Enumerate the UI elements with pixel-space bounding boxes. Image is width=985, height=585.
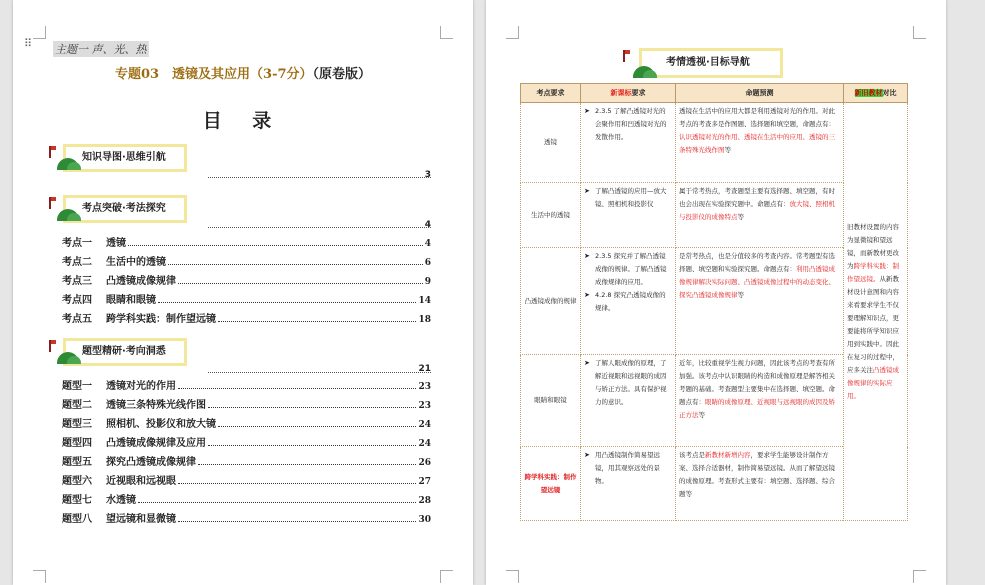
column-header xyxy=(844,84,908,103)
arrow-bullet-icon: ➤ xyxy=(584,252,590,260)
document-page-right xyxy=(486,0,946,585)
prediction-cell[interactable] xyxy=(676,447,844,521)
crop-mark xyxy=(33,570,46,583)
arrow-bullet-icon: ➤ xyxy=(584,359,590,367)
toc-page-number: 28 xyxy=(418,496,431,506)
prediction-text: ，要求学生能够设计制作方案、选择合适器材，制作简易望远镜。从而了解望远镜的成像原理。考查形式主要有：填空题、选择题、综合题等 xyxy=(679,451,835,498)
toc-leader xyxy=(208,445,416,446)
toc-row-tixing-1[interactable] xyxy=(62,378,431,392)
toc-leader xyxy=(178,483,416,484)
prediction-text: 等 xyxy=(737,291,744,299)
toc-label: 题型二 xyxy=(62,400,92,411)
toc-leader xyxy=(138,502,416,503)
flag-icon xyxy=(49,340,51,352)
toc-page-number: 27 xyxy=(418,477,431,487)
toc-row-tixing-2[interactable] xyxy=(62,397,431,411)
exam-point-cell[interactable]: 眼睛和眼镜 xyxy=(521,355,581,447)
prediction-text: 近年，比较重视学生视力问题，因此该考点的考查有所加强。该考点中认识眼睛的构造和成像原理是解答相关考题的基础。考查题型主要集中在选择题、填空题。命题点有： xyxy=(679,359,835,406)
toc-label: 考点四 xyxy=(62,295,92,306)
prediction-text: 属于常考热点，考查题型主要有选择题、填空题，有时也会出现在实验探究题中。命题点有： xyxy=(679,187,835,208)
toc-page-number: 18 xyxy=(418,315,431,325)
requirement-text: 4.2.8 探究凸透镜成像的规律。 xyxy=(595,291,666,312)
requirement-cell[interactable] xyxy=(581,447,676,521)
toc-entry-title: 照相机、投影仪和放大镜 xyxy=(106,419,216,430)
prediction-text: 该考点是 xyxy=(679,451,705,459)
compare-text: 从新教材设计意图和内容来看要求学生不仅要理解知识点，更要能将所学知识应用到实践中。因此在复习的过程中，应多关注 xyxy=(847,274,899,374)
prediction-red-text: 放大镜、照相机与投影仪的成像特点 xyxy=(679,200,835,221)
arrow-bullet-icon: ➤ xyxy=(584,187,590,195)
crop-mark xyxy=(33,26,46,39)
toc-row-tixing-7[interactable] xyxy=(62,492,431,506)
arrow-bullet-icon: ➤ xyxy=(584,107,590,115)
toc-leader xyxy=(168,264,423,265)
toc-entry-title: 凸透镜成像规律 xyxy=(106,276,176,287)
arrow-bullet-icon: ➤ xyxy=(584,451,590,459)
requirement-text: 了解人眼成像的原理，了解近视眼和远视眼的成因与矫正方法。具有保护视力的意识。 xyxy=(595,359,667,406)
special-title-main: 专题03 透镜及其应用（3-7分） xyxy=(114,67,313,82)
toc-row-kaodian-5[interactable] xyxy=(62,311,431,325)
flag-icon xyxy=(49,146,51,158)
toc-row-tixing-8[interactable] xyxy=(62,511,431,525)
toc-label: 考点一 xyxy=(62,238,92,249)
prediction-red-text: 认识透镜对光的作用、透镜在生活中的应用、透镜的三条特殊光线作图 xyxy=(679,133,835,154)
prediction-cell[interactable] xyxy=(676,248,844,355)
toc-label: 题型八 xyxy=(62,514,92,525)
requirement-cell[interactable] xyxy=(581,103,676,183)
toc-entry-title: 水透镜 xyxy=(106,495,136,506)
toc-label: 题型四 xyxy=(62,438,92,449)
toc-label: 考点五 xyxy=(62,314,92,325)
requirement-text: 了解凸透镜的应用—放大镜、照相机和投影仪 xyxy=(595,187,667,208)
toc-label: 题型一 xyxy=(62,381,92,392)
toc-leader xyxy=(208,215,431,228)
special-title xyxy=(13,63,473,82)
crop-mark xyxy=(913,26,926,39)
toc-entry-title: 望远镜和显微镜 xyxy=(106,514,176,525)
toc-page-number: 6 xyxy=(424,258,431,268)
banner-label: 考点突破·考法探究 xyxy=(63,195,187,223)
toc-entry-title: 近视眼和远视眼 xyxy=(106,476,176,487)
toc-leader xyxy=(208,360,431,373)
crop-mark xyxy=(440,26,453,39)
toc-leader xyxy=(128,245,423,246)
toc-page-number[interactable]: 4 xyxy=(424,220,431,230)
header-text: 要求 xyxy=(631,88,646,97)
toc-leader xyxy=(158,302,416,303)
banner-label: 考情透视·目标导航 xyxy=(639,48,783,78)
toc-title: 目 录 xyxy=(202,110,284,132)
toc-entry-title: 眼睛和眼镜 xyxy=(106,295,156,306)
toc-page-number[interactable]: 21 xyxy=(418,364,431,374)
toc-leader xyxy=(178,283,423,284)
prediction-cell[interactable] xyxy=(676,183,844,248)
header-topic[interactable]: 主题一 声、光、热 xyxy=(55,43,147,56)
toc-leader xyxy=(218,426,416,427)
column-header: 命题预测 xyxy=(676,84,844,103)
toc-page-number: 9 xyxy=(424,277,431,287)
exam-point-cell[interactable]: 凸透镜成像的规律 xyxy=(521,248,581,355)
requirement-text: 2.3.5 探究并了解凸透镜成像的规律。了解凸透镜成像规律的应用。 xyxy=(595,252,667,286)
prediction-red-text: 眼睛的成像原理、近视眼与远视眼的成因及矫正方法 xyxy=(679,398,835,419)
special-title-suffix: （原卷版） xyxy=(312,67,372,82)
header-text: 对比 xyxy=(882,88,897,97)
hill-icon xyxy=(643,70,657,78)
toc-entry-title: 探究凸透镜成像规律 xyxy=(106,457,196,468)
toc-leader xyxy=(208,165,431,178)
table-header-row xyxy=(521,84,908,103)
toc-row-tixing-4[interactable] xyxy=(62,435,431,449)
crop-mark xyxy=(440,570,453,583)
toc-row-tixing-5[interactable] xyxy=(62,454,431,468)
table-row xyxy=(521,103,908,183)
header-red-text: 新课标 xyxy=(610,88,632,97)
flag-icon xyxy=(623,50,625,62)
exam-analysis-table xyxy=(520,83,908,521)
document-page-left xyxy=(13,0,473,585)
textbook-compare-cell[interactable] xyxy=(844,103,908,521)
toc-label: 考点三 xyxy=(62,276,92,287)
exam-point-cell[interactable]: 透镜 xyxy=(521,103,581,183)
toc-page-number: 24 xyxy=(418,439,431,449)
toc-leader xyxy=(178,521,416,522)
prediction-cell[interactable] xyxy=(676,355,844,447)
hill-icon xyxy=(67,213,81,221)
toc-leader xyxy=(208,407,416,408)
crop-mark xyxy=(913,570,926,583)
banner-label: 知识导图·思维引航 xyxy=(63,144,187,172)
toc-row-kaodian-2[interactable] xyxy=(62,254,431,268)
toc-entry-title: 跨学科实践：制作望远镜 xyxy=(106,314,216,325)
toc-label: 题型五 xyxy=(62,457,92,468)
toc-label: 题型六 xyxy=(62,476,92,487)
requirement-text: 2.3.5 了解凸透镜对光的会聚作用和凹透镜对光的发散作用。 xyxy=(595,107,667,141)
crop-mark xyxy=(506,570,519,583)
exam-point-cell[interactable]: 跨学科实践：制作望远镜 xyxy=(521,447,581,521)
toc-page-number[interactable]: 3 xyxy=(424,170,431,180)
requirement-cell[interactable] xyxy=(581,248,676,355)
flag-icon xyxy=(49,197,51,209)
column-header xyxy=(581,84,676,103)
toc-entry-title: 透镜三条特殊光线作图 xyxy=(106,400,206,411)
toc-page-number: 4 xyxy=(424,239,431,249)
toc-page-number: 30 xyxy=(418,515,431,525)
toc-row-tixing-6[interactable] xyxy=(62,473,431,487)
prediction-text: 等 xyxy=(698,411,705,419)
column-header: 考点要求 xyxy=(521,84,581,103)
hill-icon xyxy=(67,356,81,364)
toc-leader xyxy=(198,464,416,465)
toc-leader xyxy=(178,388,416,389)
requirement-text: 用凸透镜制作简易望远镜，用其观察远处的景物。 xyxy=(595,451,660,485)
prediction-text: 透镜在生活中的应用大都是利用透镜对光的作用。对此考点的考查多是作图题、选择题和填空题，命题点有： xyxy=(679,107,835,128)
header-highlight-text: 新旧教材 xyxy=(854,88,883,97)
toc-page-number: 23 xyxy=(418,382,431,392)
prediction-text: 是常考热点，也是分值较多的考查内容。常考题型有选择题、填空题和实验探究题。命题点有： xyxy=(679,252,835,273)
crop-mark xyxy=(506,26,519,39)
toc-leader xyxy=(218,321,416,322)
toc-label: 题型七 xyxy=(62,495,92,506)
arrow-bullet-icon: ➤ xyxy=(584,291,590,299)
toc-entry-title: 生活中的透镜 xyxy=(106,257,166,268)
requirement-cell[interactable] xyxy=(581,355,676,447)
toc-page-number: 24 xyxy=(418,420,431,430)
toc-page-number: 14 xyxy=(418,296,431,306)
compare-red-text: 跨学科实践：制作望远镜。 xyxy=(847,261,899,283)
toc-entry-title: 透镜 xyxy=(106,238,126,249)
prediction-cell[interactable] xyxy=(676,103,844,183)
toc-row-kaodian-4[interactable] xyxy=(62,292,431,306)
compare-text: 旧教材设置的内容为显微镜和望远镜，而新教材更改为 xyxy=(847,222,899,270)
toc-label: 考点二 xyxy=(62,257,92,268)
toc-page-number: 26 xyxy=(418,458,431,468)
banner-label: 题型精研·考向洞悉 xyxy=(63,338,187,366)
toc-row-kaodian-1[interactable] xyxy=(62,235,431,249)
exam-point-cell[interactable]: 生活中的透镜 xyxy=(521,183,581,248)
prediction-red-text: 利用凸透镜成像规律解决实际问题、凸透镜成像过程中的动态变化、探究凸透镜成像规律 xyxy=(679,265,835,299)
compare-red-text: 凸透镜成像规律的实际应用。 xyxy=(847,365,899,400)
toc-entry-title: 透镜对光的作用 xyxy=(106,381,176,392)
toc-row-tixing-3[interactable] xyxy=(62,416,431,430)
drag-handle-icon[interactable]: ⠿ xyxy=(24,37,32,50)
requirement-cell[interactable] xyxy=(581,183,676,248)
toc-page-number: 23 xyxy=(418,401,431,411)
prediction-text: 等 xyxy=(724,146,731,154)
toc-row-kaodian-3[interactable] xyxy=(62,273,431,287)
prediction-text: 等 xyxy=(737,213,744,221)
prediction-red-text: 新教材新增内容 xyxy=(705,451,751,459)
hill-icon xyxy=(67,162,81,170)
toc-label: 题型三 xyxy=(62,419,92,430)
toc-entry-title: 凸透镜成像规律及应用 xyxy=(106,438,206,449)
